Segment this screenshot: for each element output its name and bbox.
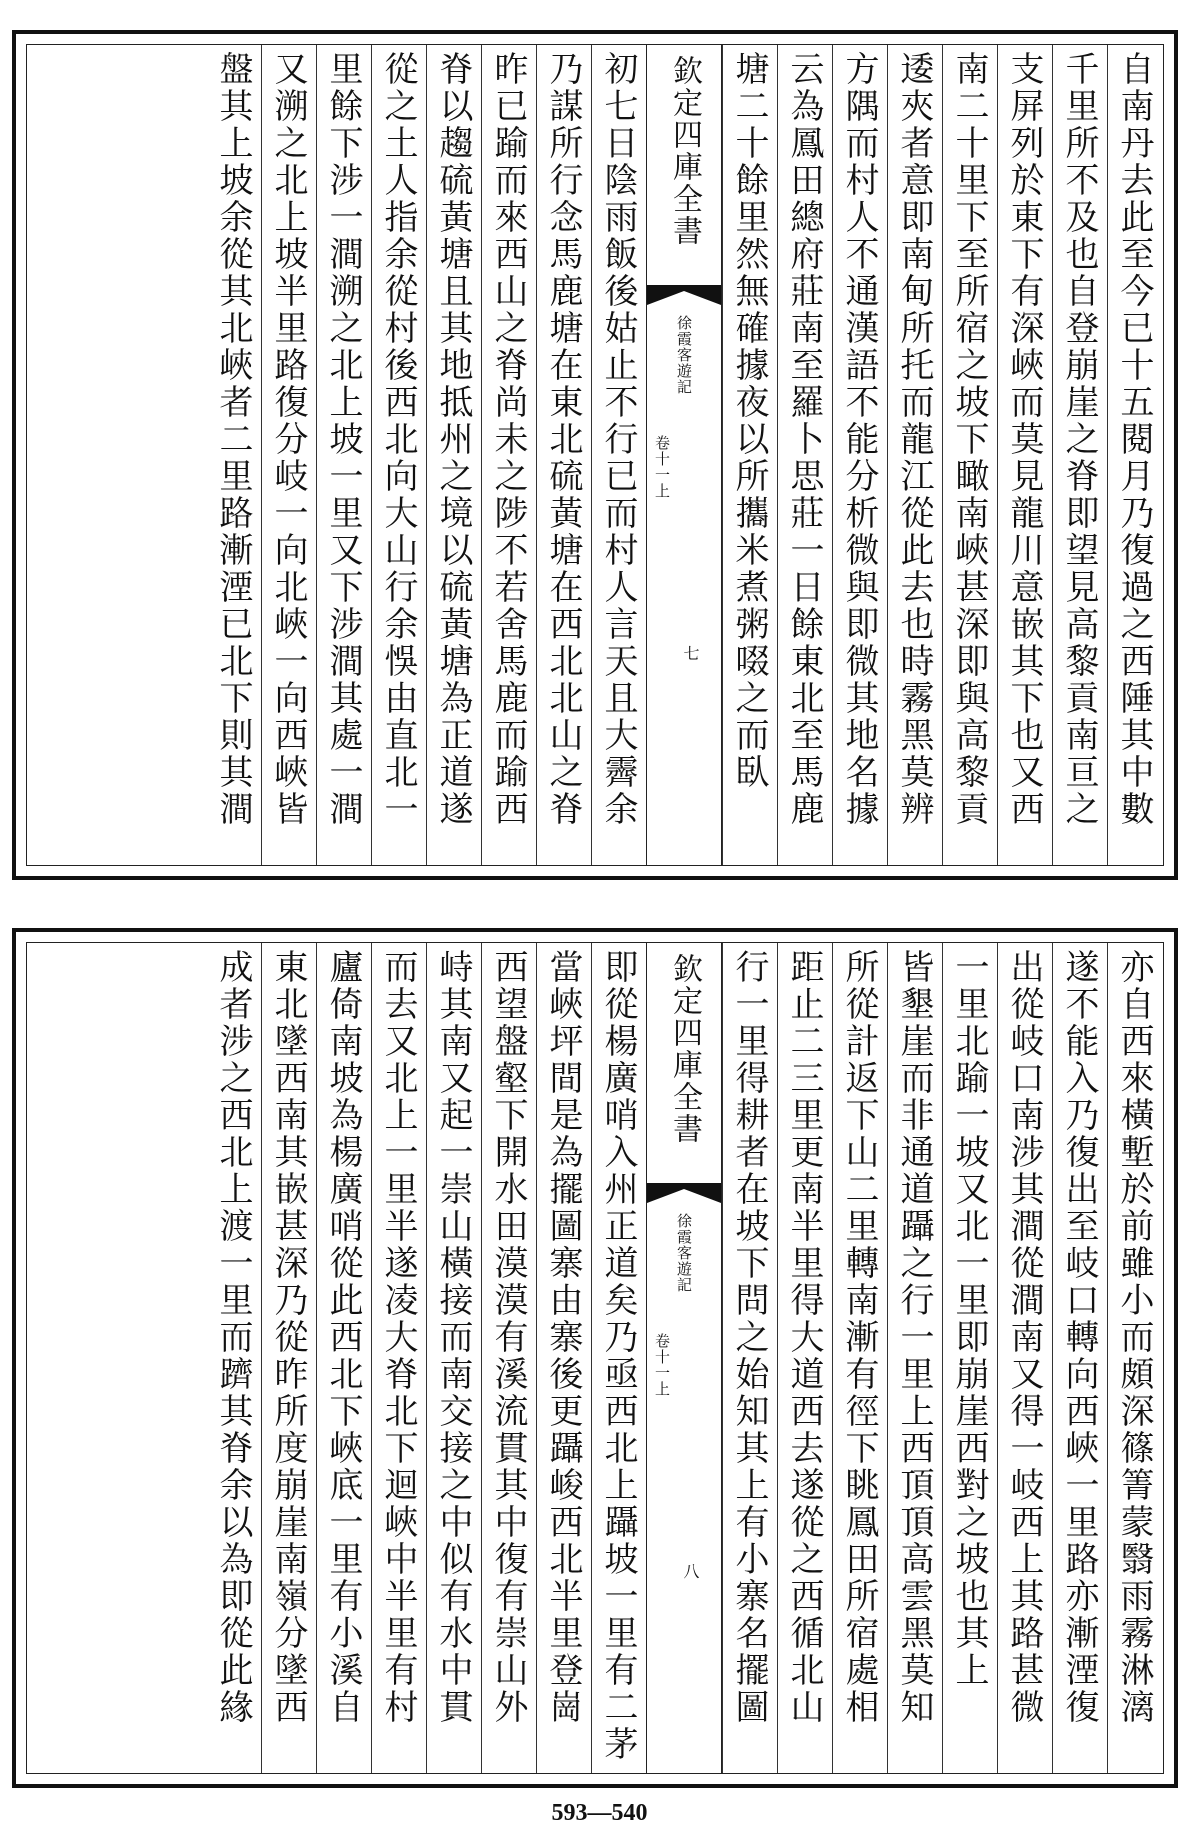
column-rule — [832, 943, 833, 1773]
text-column: 峙其南又起一崇山橫接而南交接之中似有水中貫 — [433, 949, 473, 1726]
center-title: 欽定四庫全書 — [667, 953, 702, 1145]
text-column: 西望盤壑下開水田漠漠有溪流貫其中復有崇山外 — [488, 949, 528, 1726]
text-column: 即從楊廣哨入州正道矣乃亟西北上躡坡一里有二茅 — [598, 949, 638, 1763]
upper-page — [12, 30, 1178, 880]
text-column: 初七日陰雨飯後姑止不行已而村人言天且大霽余 — [598, 51, 638, 828]
column-rule — [997, 45, 998, 865]
column-rule — [261, 943, 262, 1773]
column-rule — [591, 45, 592, 865]
text-column: 所從計返下山二里轉南漸有徑下眺鳳田所宿處相 — [839, 949, 879, 1726]
text-column: 從之土人指余從村後西北向大山行余悞由直北一 — [378, 51, 418, 828]
text-column: 脊以趨硫黃塘且其地抵州之境以硫黃塘為正道遂 — [433, 51, 473, 828]
center-banner-column — [646, 45, 722, 865]
center-page-number: 八 — [681, 1563, 700, 1579]
column-rule — [997, 943, 998, 1773]
text-column: 遂不能入乃復出至岐口轉向西峽一里路亦漸湮復 — [1059, 949, 1099, 1726]
center-banner-column — [646, 943, 722, 1773]
column-rule — [426, 45, 427, 865]
center-book-title: 徐霞客遊記 — [675, 1213, 693, 1293]
column-rule — [316, 45, 317, 865]
column-rule — [942, 45, 943, 865]
column-rule — [316, 943, 317, 1773]
column-rule — [371, 45, 372, 865]
column-rule — [261, 45, 262, 865]
text-column: 千里所不及也自登崩崖之脊即望見高黎貢南亘之 — [1059, 51, 1099, 828]
column-rule — [536, 45, 537, 865]
center-volume: 卷十一上 — [653, 435, 671, 499]
column-rule — [887, 45, 888, 865]
column-rule — [722, 45, 723, 865]
text-column: 而去又北上一里半遂凌大脊北下迴峽中半里有村 — [378, 949, 418, 1726]
text-column: 方隅而村人不通漢語不能分析微與即微其地名據 — [839, 51, 879, 828]
footer-page-number: 593—540 — [551, 1800, 648, 1826]
column-rule — [481, 45, 482, 865]
column-rule — [1107, 45, 1108, 865]
text-column: 逶夾者意即南甸所托而龍江從此去也時霧黑莫辨 — [894, 51, 934, 828]
center-book-title: 徐霞客遊記 — [675, 315, 693, 395]
text-column: 亦自西來橫塹於前雖小而頗深篠箐蒙翳雨霧淋漓 — [1114, 949, 1154, 1726]
text-column: 一里北踰一坡又北一里即崩崖西對之坡也其上 — [949, 949, 989, 1689]
column-rule — [426, 943, 427, 1773]
text-column: 皆墾崖而非通道躡之行一里上西頂頂高雲黑莫知 — [894, 949, 934, 1726]
text-column: 行一里得耕者在坡下問之始知其上有小寨名擺圖 — [729, 949, 769, 1726]
text-column: 又溯之北上坡半里路復分岐一向北峽一向西峽皆 — [268, 51, 308, 828]
lower-page-frame — [26, 942, 1164, 1774]
text-column: 廬倚南坡為楊廣哨從此西北下峽底一里有小溪自 — [323, 949, 363, 1726]
text-column: 昨已踰而來西山之脊尚未之陟不若舍馬鹿而踰西 — [488, 51, 528, 828]
fish-tail-ornament — [647, 1183, 721, 1203]
text-column: 南二十里下至所宿之坡下瞰南峽甚深即與高黎貢 — [949, 51, 989, 828]
center-title: 欽定四庫全書 — [667, 55, 702, 247]
column-rule — [591, 943, 592, 1773]
column-rule — [1107, 943, 1108, 1773]
text-column: 成者涉之西北上渡一里而躋其脊余以為即從此緣 — [213, 949, 253, 1726]
column-rule — [1052, 45, 1053, 865]
column-rule — [722, 943, 723, 1773]
column-rule — [481, 943, 482, 1773]
fish-tail-ornament — [647, 285, 721, 305]
text-column: 自南丹去此至今已十五閱月乃復過之西陲其中數 — [1114, 51, 1154, 828]
text-column: 盤其上坡余從其北峽者二里路漸湮已北下則其澗 — [213, 51, 253, 828]
column-rule — [1052, 943, 1053, 1773]
text-column: 當峽坪間是為擺圖寨由寨後更躡峻西北半里登崗 — [543, 949, 583, 1726]
column-rule — [887, 943, 888, 1773]
text-column: 出從岐口南涉其澗從澗南又得一岐西上其路甚微 — [1004, 949, 1044, 1726]
center-page-number: 七 — [681, 645, 700, 661]
center-volume: 卷十一上 — [653, 1333, 671, 1397]
column-rule — [371, 943, 372, 1773]
text-column: 距止二三里更南半里得大道西去遂從之西循北山 — [784, 949, 824, 1726]
text-column: 東北墜西南其嵌甚深乃從昨所度崩崖南嶺分墜西 — [268, 949, 308, 1726]
upper-page-frame — [26, 44, 1164, 866]
column-rule — [942, 943, 943, 1773]
text-column: 塘二十餘里然無確據夜以所攜米煮粥啜之而臥 — [729, 51, 769, 791]
text-column: 云為鳳田總府莊南至羅卜思莊一日餘東北至馬鹿 — [784, 51, 824, 828]
column-rule — [777, 45, 778, 865]
column-rule — [536, 943, 537, 1773]
text-column: 支屏列於東下有深峽而莫見龍川意嵌其下也又西 — [1004, 51, 1044, 828]
text-column: 乃謀所行念馬鹿塘在東北硫黃塘在西北北山之脊 — [543, 51, 583, 828]
column-rule — [832, 45, 833, 865]
lower-page — [12, 928, 1178, 1788]
column-rule — [777, 943, 778, 1773]
text-column: 里餘下涉一澗溯之北上坡一里又下涉澗其處一澗 — [323, 51, 363, 828]
